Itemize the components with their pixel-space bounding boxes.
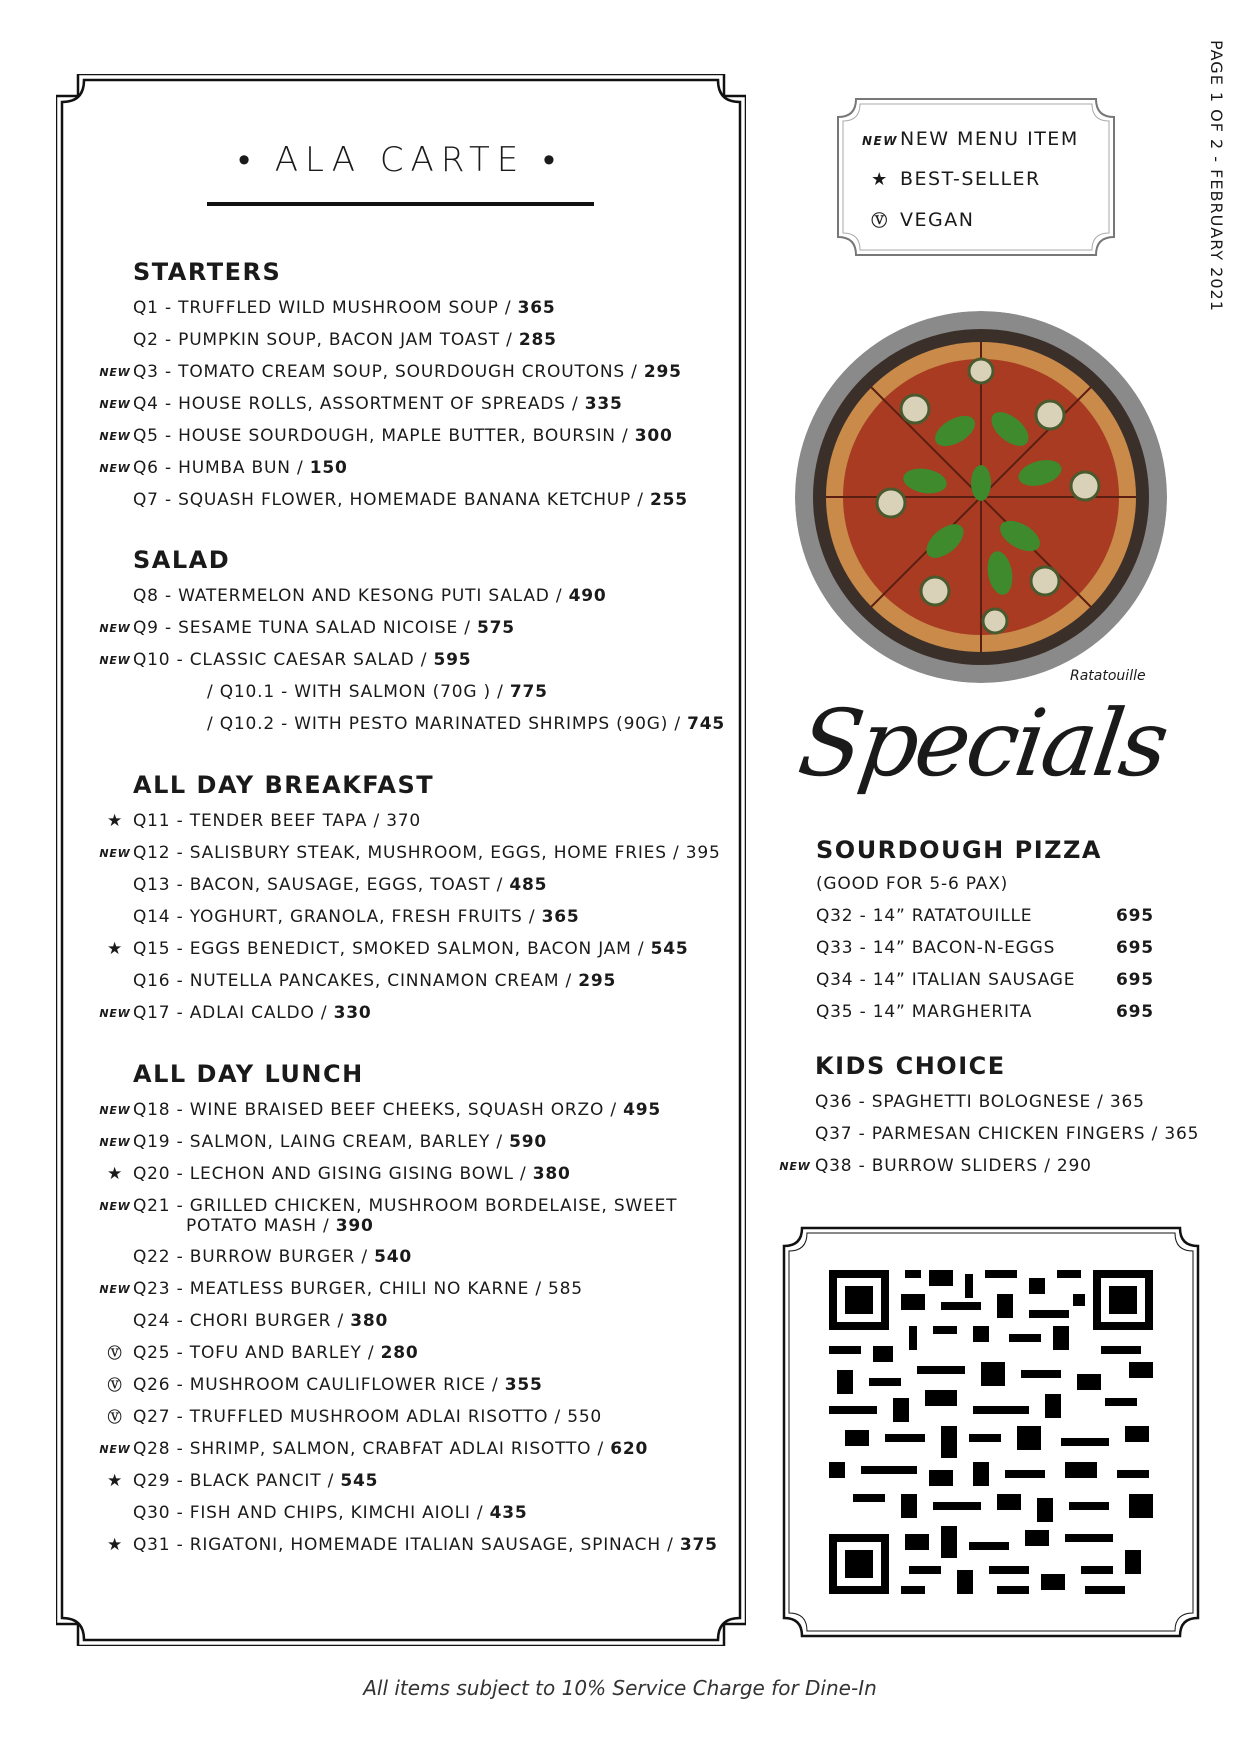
item-price: 695 (1116, 906, 1154, 926)
item-name: Q38 - BURROW SLIDERS / 290 (815, 1156, 1092, 1176)
item-price: 365 (541, 907, 580, 927)
item-price: 695 (1116, 970, 1154, 990)
item-price: 435 (489, 1503, 528, 1523)
item-name: Q27 - TRUFFLED MUSHROOM ADLAI RISOTTO / 550 (133, 1407, 603, 1427)
item-name: Q29 - BLACK PANCIT / (133, 1471, 335, 1491)
menu-item (816, 938, 1154, 964)
menu-item (816, 906, 1154, 932)
section-lunch: ALL DAY LUNCH (133, 1060, 364, 1088)
item-name: Q34 - 14” ITALIAN SAUSAGE (816, 970, 1076, 990)
item-name: Q12 - SALISBURY STEAK, MUSHROOM, EGGS, HOME FRIES / 395 (133, 843, 721, 863)
section-starters: STARTERS (133, 258, 282, 286)
item-price: 330 (333, 1003, 372, 1023)
item-price: 575 (477, 618, 515, 638)
page-title: • ALA CARTE • (238, 140, 562, 180)
item-name: Q25 - TOFU AND BARLEY / (133, 1343, 375, 1363)
vegan-icon: Ⓥ (107, 1346, 123, 1362)
item-name: / Q10.1 - WITH SALMON (70G ) / (207, 682, 504, 702)
item-price: 495 (623, 1100, 661, 1120)
item-name: Q24 - CHORI BURGER / (133, 1311, 344, 1331)
item-price: 485 (509, 875, 548, 895)
legend-label: NEW MENU ITEM (900, 128, 1079, 150)
item-price: 295 (643, 362, 682, 382)
item-name: Q7 - SQUASH FLOWER, HOMEMADE BANANA KETCHUP / (133, 490, 644, 510)
item-price: 590 (509, 1132, 548, 1152)
item-name: Q19 - SALMON, LAING CREAM, BARLEY / (133, 1132, 503, 1152)
legend-item (860, 208, 974, 231)
item-name: Q16 - NUTELLA PANCAKES, CINNAMON CREAM / (133, 971, 573, 991)
new-icon: NEW (99, 1200, 131, 1213)
item-name: Q20 - LECHON AND GISING GISING BOWL / (133, 1164, 527, 1184)
item-price: 390 (335, 1216, 374, 1236)
item-price: 380 (350, 1311, 389, 1331)
item-name: Q32 - 14” RATATOUILLE (816, 906, 1033, 926)
new-icon: NEW (99, 366, 131, 379)
item-name: Q2 - PUMPKIN SOUP, BACON JAM TOAST / (133, 330, 513, 350)
new-icon: NEW (779, 1160, 811, 1173)
legend-item (860, 128, 1079, 150)
item-price: 545 (340, 1471, 379, 1491)
item-name: Q35 - 14” MARGHERITA (816, 1002, 1033, 1022)
section-breakfast: ALL DAY BREAKFAST (133, 771, 435, 799)
item-price: 280 (380, 1343, 419, 1363)
item-name: Q8 - WATERMELON AND KESONG PUTI SALAD / (133, 586, 563, 606)
star-icon: ★ (871, 169, 889, 190)
title-divider (207, 202, 594, 206)
item-price: 380 (532, 1164, 571, 1184)
item-name: Q11 - TENDER BEEF TAPA / 370 (133, 811, 422, 831)
service-charge-note: All items subject to 10% Service Charge for Dine-In (363, 1676, 877, 1700)
item-price: 255 (650, 490, 688, 510)
item-price: 775 (509, 682, 548, 702)
item-price: 365 (517, 298, 556, 318)
new-icon: NEW (99, 462, 131, 475)
item-name: Q9 - SESAME TUNA SALAD NICOISE / (133, 618, 471, 638)
item-name: Q28 - SHRIMP, SALMON, CRABFAT ADLAI RISOTTO / (133, 1439, 605, 1459)
item-price: 540 (374, 1247, 412, 1267)
new-icon: NEW (99, 654, 131, 667)
new-icon: NEW (862, 134, 898, 148)
legend-box (836, 97, 1116, 257)
item-price: 285 (518, 330, 557, 350)
new-icon: NEW (99, 398, 131, 411)
item-price: 695 (1116, 1002, 1154, 1022)
new-icon: NEW (99, 430, 131, 443)
new-icon: NEW (99, 1443, 131, 1456)
vegan-icon: Ⓥ (107, 1378, 123, 1394)
specials-title: Specials (792, 690, 1173, 797)
item-price: 490 (568, 586, 607, 606)
page-number-label (1208, 40, 1232, 340)
item-name: Q37 - PARMESAN CHICKEN FINGERS / 365 (815, 1124, 1200, 1144)
item-name: Q1 - TRUFFLED WILD MUSHROOM SOUP / (133, 298, 512, 318)
item-price: 695 (1116, 938, 1154, 958)
item-name: Q26 - MUSHROOM CAULIFLOWER RICE / (133, 1375, 499, 1395)
item-name: Q30 - FISH AND CHIPS, KIMCHI AIOLI / (133, 1503, 484, 1523)
new-icon: NEW (99, 1007, 131, 1020)
menu-item (816, 1002, 1154, 1028)
item-price: 745 (687, 714, 726, 734)
item-name: Q22 - BURROW BURGER / (133, 1247, 368, 1267)
item-name: Q10 - CLASSIC CAESAR SALAD / (133, 650, 428, 670)
star-icon: ★ (106, 1535, 124, 1555)
item-name: Q21 - GRILLED CHICKEN, MUSHROOM BORDELAISE, SWEET (133, 1196, 678, 1216)
item-price: 295 (578, 971, 617, 991)
item-price: 375 (679, 1535, 718, 1555)
photo-caption: Ratatouille (1070, 668, 1146, 684)
item-name: Q6 - HUMBA BUN / (133, 458, 304, 478)
item-price: 620 (610, 1439, 649, 1459)
legend-item (860, 168, 1041, 190)
new-icon: NEW (99, 1104, 131, 1117)
star-icon: ★ (106, 939, 124, 959)
legend-label: BEST-SELLER (900, 168, 1041, 190)
new-icon: NEW (99, 622, 131, 635)
item-price: 300 (634, 426, 673, 446)
qr-code[interactable] (782, 1226, 1200, 1638)
pizza-photo (795, 311, 1167, 683)
star-icon: ★ (106, 1471, 124, 1491)
item-price: 355 (504, 1375, 543, 1395)
page-label-text: PAGE 1 OF 2 - FEBRUARY 2021 (1207, 40, 1226, 312)
item-price: 595 (433, 650, 472, 670)
item-name: Q4 - HOUSE ROLLS, ASSORTMENT OF SPREADS / (133, 394, 579, 414)
item-name: Q23 - MEATLESS BURGER, CHILI NO KARNE / 585 (133, 1279, 583, 1299)
item-name: Q36 - SPAGHETTI BOLOGNESE / 365 (815, 1092, 1145, 1112)
item-name: Q18 - WINE BRAISED BEEF CHEEKS, SQUASH ORZO / (133, 1100, 617, 1120)
item-name: Q31 - RIGATONI, HOMEMADE ITALIAN SAUSAGE, SPINACH / (133, 1535, 674, 1555)
vegan-icon: Ⓥ (107, 1410, 123, 1426)
item-name: Q5 - HOUSE SOURDOUGH, MAPLE BUTTER, BOURSIN / (133, 426, 629, 446)
star-icon: ★ (106, 811, 124, 831)
item-name: Q15 - EGGS BENEDICT, SMOKED SALMON, BACON JAM / (133, 939, 645, 959)
item-name: Q3 - TOMATO CREAM SOUP, SOURDOUGH CROUTONS / (133, 362, 638, 382)
item-name: Q33 - 14” BACON-N-EGGS (816, 938, 1056, 958)
star-icon: ★ (106, 1164, 124, 1184)
section-pizza: SOURDOUGH PIZZA (816, 836, 1103, 864)
section-salad: SALAD (133, 546, 231, 574)
item-name: / Q10.2 - WITH PESTO MARINATED SHRIMPS (90G) / (207, 714, 681, 734)
new-icon: NEW (99, 1136, 131, 1149)
legend-label: VEGAN (900, 209, 975, 231)
item-name-continued: POTATO MASH / (186, 1216, 330, 1236)
new-icon: NEW (99, 1283, 131, 1296)
pizza-sub-text: (GOOD FOR 5-6 PAX) (816, 874, 1009, 894)
item-price: 335 (584, 394, 623, 414)
item-price: 545 (650, 939, 689, 959)
item-name: Q17 - ADLAI CALDO / (133, 1003, 328, 1023)
menu-item (816, 970, 1154, 996)
vegan-icon: Ⓥ (871, 211, 889, 230)
section-kids: KIDS CHOICE (815, 1052, 1006, 1080)
item-name: Q14 - YOGHURT, GRANOLA, FRESH FRUITS / (133, 907, 536, 927)
item-price: 150 (309, 458, 348, 478)
new-icon: NEW (99, 847, 131, 860)
item-name: Q13 - BACON, SAUSAGE, EGGS, TOAST / (133, 875, 504, 895)
